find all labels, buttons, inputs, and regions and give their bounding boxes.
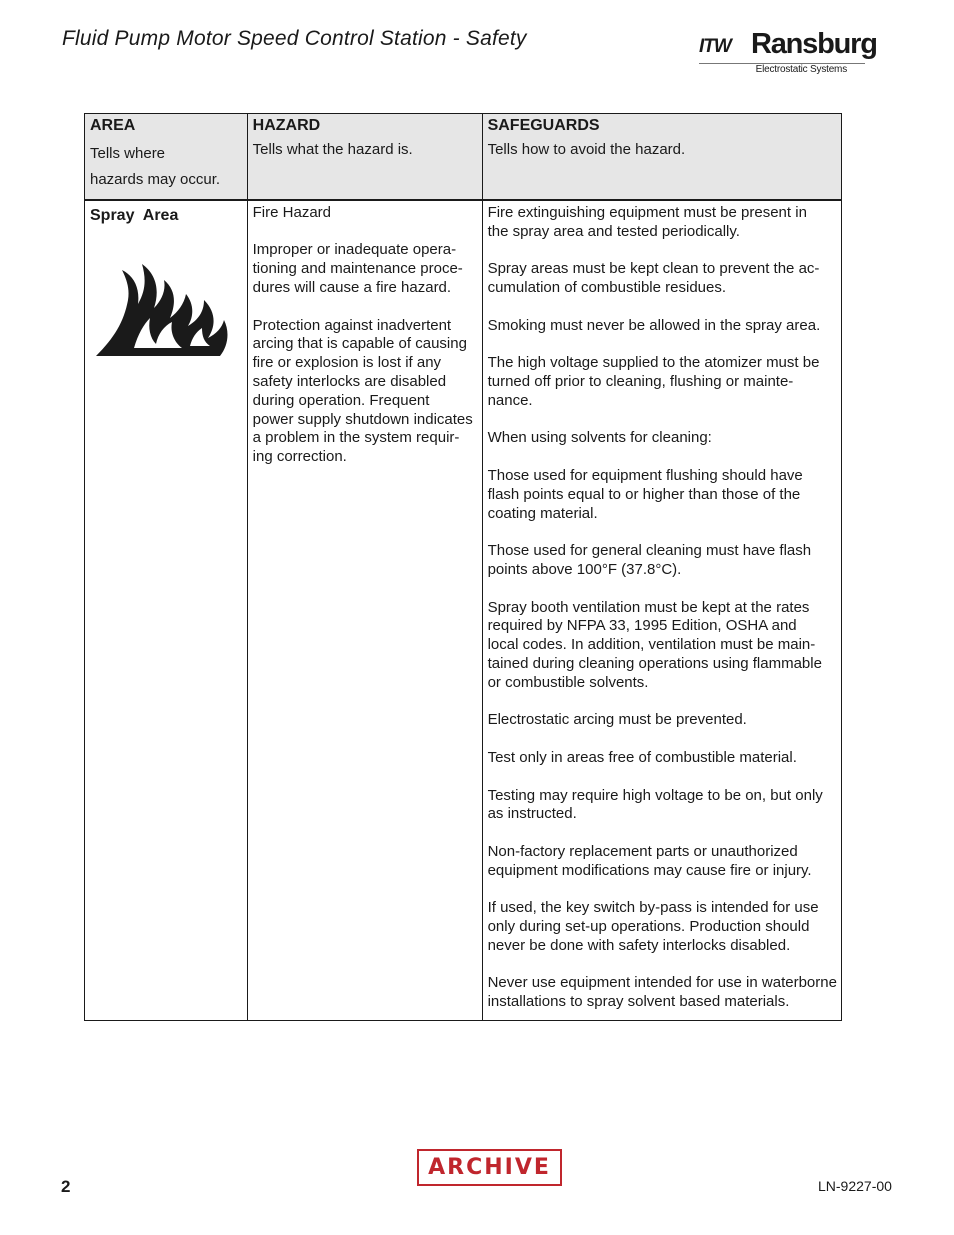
area-column-header xyxy=(85,114,248,200)
safety-table xyxy=(84,113,842,1021)
hazard-heading: HAZARD xyxy=(252,117,321,134)
area-description-line-1: Tells where xyxy=(90,144,166,162)
hazard-description: Tells what the hazard is. xyxy=(252,140,413,158)
archive-stamp-text: ARCHIVE xyxy=(428,1155,551,1180)
table-header-row xyxy=(85,114,842,200)
safeguard-paragraph: Smoking must never be allowed in the spray area. xyxy=(487,316,821,334)
safeguard-paragraph: Electrostatic arcing must be prevented. xyxy=(487,711,747,729)
safeguard-paragraph: Non-factory replacement parts or unauthorized equipment modifications may cause fire or injury. xyxy=(487,842,812,879)
safeguard-paragraph: If used, the key switch by-pass is intended for use only during set-up operations. Production should never be done with safety interlocks disabled. xyxy=(487,899,819,954)
hazard-paragraph: Fire Hazard xyxy=(252,203,331,221)
area-cell xyxy=(85,200,248,1021)
safeguard-paragraph: Spray booth ventilation must be kept at the rates required by NFPA 33, 1995 Edition, OSHA and local codes. In addition, ventilation must be main- tained during cleaning operations using flammable or combustible solvents. xyxy=(487,598,822,691)
safeguard-paragraph: Never use equipment intended for use in waterborne installations to spray solvent based materials. xyxy=(487,974,837,1011)
page-number: 2 xyxy=(61,1177,71,1196)
safeguard-paragraph: Fire extinguishing equipment must be present in the spray area and tested periodically. xyxy=(487,203,807,240)
table-row xyxy=(85,200,842,1021)
archive-stamp xyxy=(417,1149,562,1186)
company-logo xyxy=(699,28,877,78)
page-title: Fluid Pump Motor Speed Control Station - Safety xyxy=(62,27,527,50)
area-description-line-2: hazards may occur. xyxy=(90,170,221,188)
safeguard-paragraph: Those used for general cleaning must have flash points above 100°F (37.8°C). xyxy=(487,542,812,578)
safeguard-paragraph: Testing may require high voltage to be on, but only as instructed. xyxy=(487,786,823,823)
area-heading: AREA xyxy=(90,117,136,134)
safeguard-paragraph: Those used for equipment flushing should have flash points equal to or higher than those of the coating material. xyxy=(487,466,803,522)
safeguard-paragraph: When using solvents for cleaning: xyxy=(487,429,712,447)
safeguards-text xyxy=(483,201,841,1020)
hazard-column-header xyxy=(247,114,482,200)
safeguards-heading: SAFEGUARDS xyxy=(487,117,600,134)
safeguards-cell xyxy=(482,200,841,1021)
logo-tagline: Electrostatic Systems xyxy=(755,64,847,75)
safeguard-paragraph: The high voltage supplied to the atomizer must be turned off prior to cleaning, flushing or mainte- nance. xyxy=(487,354,820,409)
flame-icon xyxy=(94,260,234,360)
document-number: LN-9227-00 xyxy=(818,1178,892,1194)
safeguard-paragraph: Test only in areas free of combustible material. xyxy=(487,748,797,766)
hazard-cell xyxy=(247,200,482,1021)
safeguards-description: Tells how to avoid the hazard. xyxy=(487,140,686,158)
safeguards-column-header xyxy=(482,114,841,200)
logo-brand: Ransburg xyxy=(751,28,877,60)
hazard-paragraph: Improper or inadequate opera- tioning and maintenance proce- dures will cause a fire hazard. xyxy=(252,241,463,296)
safeguard-paragraph: Spray areas must be kept clean to prevent the ac- cumulation of combustible residues. xyxy=(487,260,820,296)
area-name: Spray Area xyxy=(90,206,179,224)
logo-prefix: ITW xyxy=(699,36,731,57)
hazard-paragraph: Protection against inadvertent arcing that is capable of causing fire or explosion is lost if any safety interlocks are disabled during operation. Frequent power supply shutdown indicates a problem in the system requir- ing correction. xyxy=(252,316,473,466)
hazard-text xyxy=(248,201,482,475)
